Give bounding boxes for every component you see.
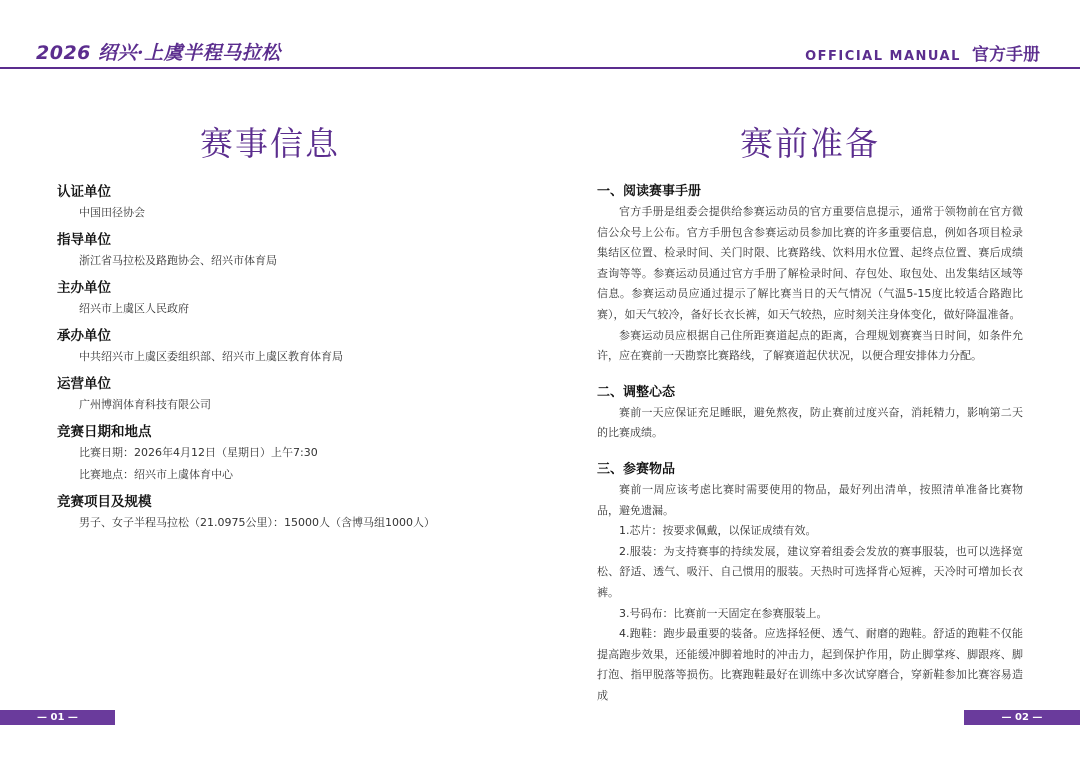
info-group-date-venue (57, 422, 497, 486)
page-number-right: — 02 — (964, 710, 1080, 725)
info-line: 中国田径协会 (79, 206, 145, 219)
paragraph: 赛前一周应该考虑比赛时需要使用的物品，最好列出清单，按照清单准备比赛物品，避免遗漏。 (597, 482, 1023, 517)
brand-script: 绍兴·上虞 (98, 42, 184, 64)
page-header (0, 0, 1080, 70)
header-divider (0, 67, 1080, 69)
section-read-manual (597, 182, 1023, 367)
info-group-host (57, 278, 497, 320)
info-heading: 运营单位 (57, 376, 111, 392)
right-page-title: 赛前准备 (740, 124, 880, 163)
paragraph: 1.芯片：按要求佩戴，以保证成绩有效。 (619, 524, 817, 538)
paragraph: 赛前一天应保证充足睡眠，避免熬夜，防止赛前过度兴奋，消耗精力，影响第二天的比赛成绩。 (597, 405, 1023, 440)
info-heading: 竞赛项目及规模 (57, 494, 152, 510)
info-heading: 承办单位 (57, 328, 111, 344)
info-group-operator (57, 374, 497, 416)
info-line: 中共绍兴市上虞区委组织部、绍兴市上虞区教育体育局 (79, 350, 343, 363)
manual-label-cn: 官方手册 (972, 45, 1040, 65)
preparation-content (597, 182, 1023, 706)
info-line: 比赛地点：绍兴市上虞体育中心 (79, 468, 233, 481)
info-heading: 竞赛日期和地点 (57, 424, 152, 440)
section-heading: 三、参赛物品 (597, 461, 676, 477)
info-heading: 认证单位 (57, 184, 111, 200)
info-group-events-scale (57, 492, 497, 534)
info-heading: 主办单位 (57, 280, 111, 296)
info-group-certification (57, 182, 497, 224)
left-page-title: 赛事信息 (200, 124, 340, 163)
section-heading: 一、阅读赛事手册 (597, 184, 702, 199)
paragraph: 4.跑鞋：跑步最重要的装备。应选择轻便、透气、耐磨的跑鞋。舒适的跑鞋不仅能提高跑步效果，还能缓冲脚着地时的冲击力，起到保护作用，防止脚掌疼、脚跟疼、脚打泡、指甲脱落等损伤。比赛跑鞋最好在训练中多次试穿磨合，穿新鞋参加比赛容易造成 (597, 627, 1023, 702)
info-heading: 指导单位 (57, 232, 111, 248)
manual-label (805, 40, 1040, 65)
info-group-guidance (57, 230, 497, 272)
info-group-organizer (57, 326, 497, 368)
brand-suffix: 半程马拉松 (183, 42, 281, 64)
section-race-items (597, 460, 1023, 707)
event-brand-logo (36, 38, 281, 65)
manual-label-en: OFFICIAL MANUAL (805, 49, 961, 64)
section-heading: 二、调整心态 (597, 384, 676, 400)
section-mindset (597, 383, 1023, 444)
paragraph: 参赛运动员应根据自己住所距赛道起点的距离，合理规划赛赛当日时间，如条件允许，应在赛前一天勘察比赛路线，了解赛道起伏状况，以便合理安排体力分配。 (597, 328, 1023, 363)
paragraph: 2.服装：为支持赛事的持续发展，建议穿着组委会发放的赛事服装，也可以选择宽松、舒适、透气、吸汗、自己惯用的服装。天热时可选择背心短裤，天冷时可增加长衣裤。 (597, 544, 1023, 599)
page-number-left: — 01 — (0, 710, 115, 725)
info-line: 浙江省马拉松及路跑协会、绍兴市体育局 (79, 254, 277, 267)
paragraph: 官方手册是组委会提供给参赛运动员的官方重要信息提示，通常于领物前在官方微信公众号上公布。官方手册包含参赛运动员参加比赛的许多重要信息，例如各项目检录集结区位置、检录时间、关门时限、比赛路线、饮料用水位置、起终点位置、赛后成绩查询等等。参赛运动员通过官方手册了解检录时间、存包处、取包处、出发集结区域等信息。参赛运动员应通过提示了解比赛当日的天气情况（气温5-15度比较适合路跑比赛），如天气较冷，备好长衣长裤，如天气较热，应时刻关注身体变化，做好降温准备。 (597, 205, 1023, 321)
info-line: 广州博润体育科技有限公司 (79, 398, 211, 411)
paragraph: 3.号码布：比赛前一天固定在参赛服装上。 (619, 606, 828, 620)
event-info-list (57, 182, 497, 540)
info-line: 男子、女子半程马拉松（21.0975公里）：15000人（含博马组1000人） (79, 516, 435, 529)
info-line: 绍兴市上虞区人民政府 (79, 302, 189, 315)
info-line: 比赛日期：2026年4月12日（星期日）上午7:30 (79, 446, 318, 459)
brand-year: 2026 (36, 42, 91, 64)
